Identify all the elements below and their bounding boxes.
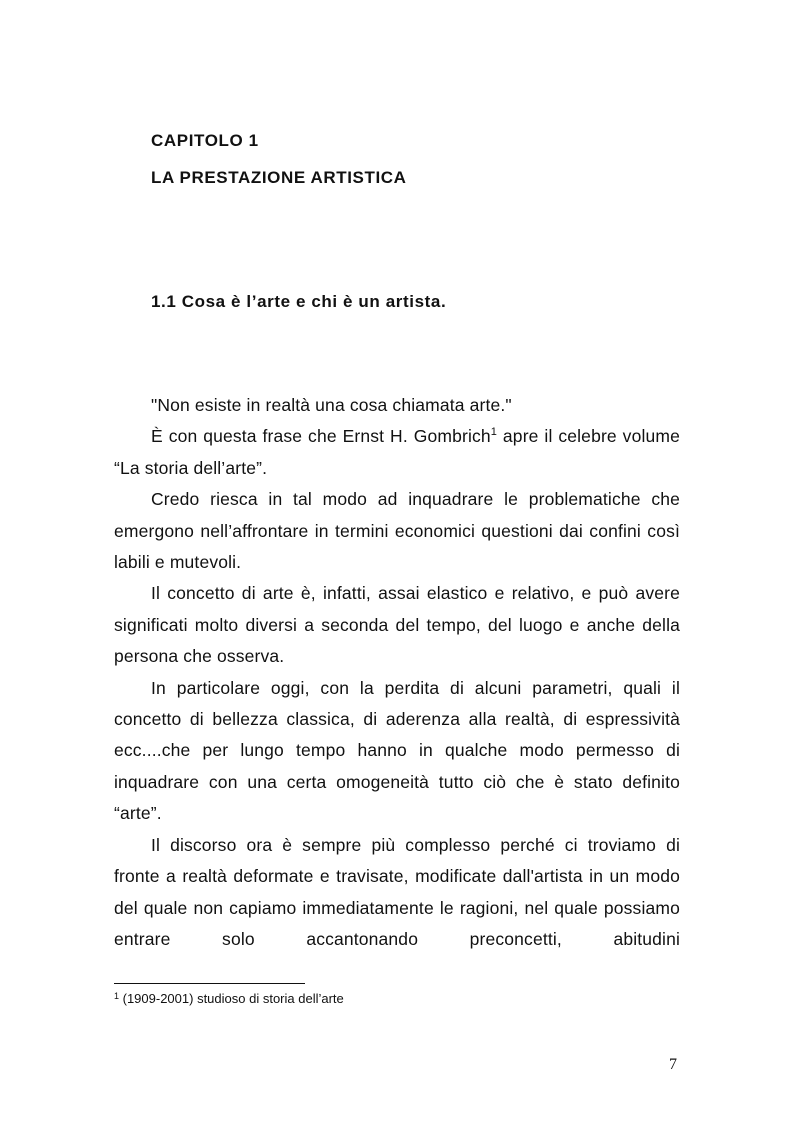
paragraph xyxy=(114,484,680,578)
paragraph xyxy=(114,390,680,421)
paragraph xyxy=(114,673,680,830)
paragraph-text: È con questa frase che Ernst H. Gombrich xyxy=(151,426,491,447)
paragraph-text: apre il celebre volume “La storia dell’arte”. xyxy=(114,426,680,478)
paragraph-text: In particolare oggi, con la perdita di alcuni parametri, quali il concetto di bellezza classica, di aderenza alla realtà, di espressività ecc....che per lungo tempo hanno in qualche modo permesso di inquadrare con una certa omogeneità tutto ciò che è stato definito “arte”. xyxy=(114,677,680,824)
paragraph-text: Il concetto di arte è, infatti, assai elastico e relativo, e può avere significati molto diversi a seconda del tempo, del luogo e anche della persona che osserva. xyxy=(114,583,680,667)
paragraph-text: "Non esiste in realtà una cosa chiamata arte." xyxy=(151,395,512,415)
body-text xyxy=(114,390,680,955)
footnote-divider xyxy=(114,983,305,984)
footnote-reference: 1 xyxy=(490,426,498,439)
chapter-title: LA PRESTAZIONE ARTISTICA xyxy=(151,168,407,187)
footnote-marker: 1 xyxy=(114,991,120,1001)
paragraph xyxy=(114,421,680,484)
paragraph-text: Credo riesca in tal modo ad inquadrare le problematiche che emergono nell’affrontare in termini economici questioni dai confini così labili e mutevoli. xyxy=(114,489,680,573)
footnote xyxy=(114,991,344,1006)
paragraph-text: Il discorso ora è sempre più complesso perché ci troviamo di fronte a realtà deformate e travisate, modificate dall'artista in un modo del quale non capiamo immediatamente le ragioni, nel quale possiamo entrare solo accantonando preconcetti, abitudini xyxy=(114,834,680,949)
paragraph xyxy=(114,578,680,672)
paragraph xyxy=(114,830,680,956)
page-number: 7 xyxy=(669,1056,677,1073)
chapter-label: CAPITOLO 1 xyxy=(151,131,259,150)
section-title: 1.1 Cosa è l’arte e chi è un artista. xyxy=(151,292,447,311)
footnote-text: (1909-2001) studioso di storia dell’arte xyxy=(119,991,344,1006)
